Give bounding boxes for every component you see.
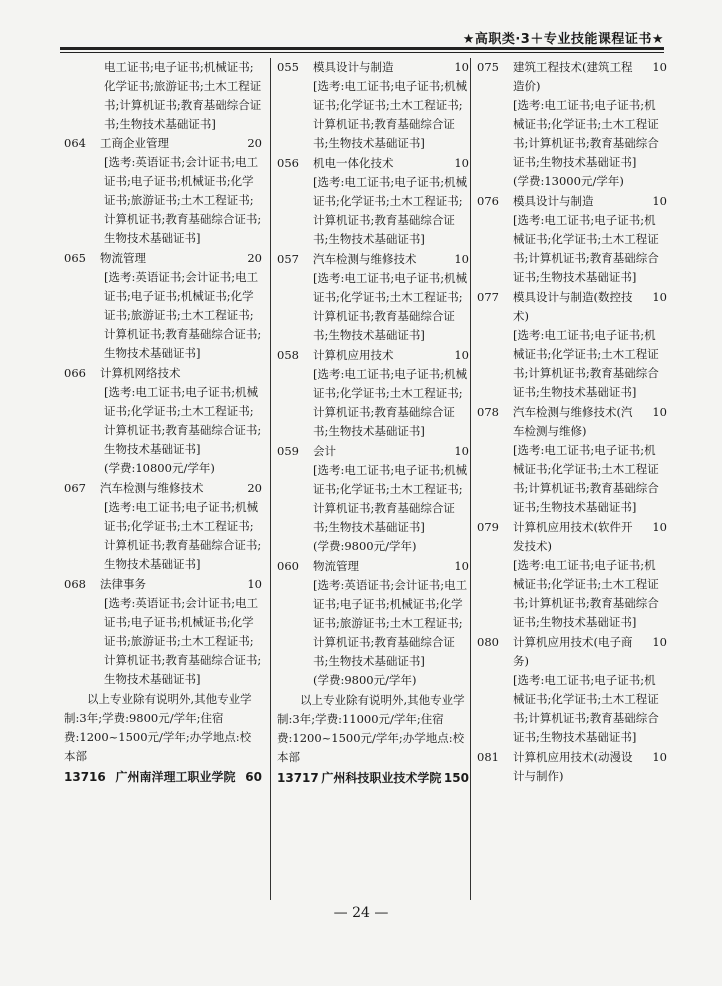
program-quota: 10 <box>652 520 667 534</box>
program-entry <box>277 154 469 249</box>
elective-certificates: [选考:电工证书;电子证书;机械证书;化学证书;土木工程证书;计算机证书;教育基础综合证书;生物技术基础证书] <box>313 79 468 150</box>
program-code: 055 <box>277 60 299 74</box>
program-name: 工商企业管理 <box>100 136 169 150</box>
school-name: 广州科技职业技术学院 <box>321 771 442 785</box>
program-entry <box>277 346 469 441</box>
program-code: 057 <box>277 252 299 266</box>
elective-certificates: [选考:电工证书;电子证书;机械证书;化学证书;土木工程证书;计算机证书;教育基础综合证书;生物技术基础证书] <box>104 385 262 456</box>
continued-text: 电工证书;电子证书;机械证书;化学证书;旅游证书;土木工程证书;计算机证书;教育基础综合证书;生物技术基础证书] <box>104 60 262 131</box>
program-name: 模具设计与制造 <box>513 194 594 208</box>
program-name: 物流管理 <box>313 559 359 573</box>
program-entry <box>277 442 469 556</box>
tuition-note: (学费:10800元/学年) <box>104 461 215 475</box>
program-code: 068 <box>64 577 86 591</box>
program-quota: 10 <box>454 252 469 266</box>
program-header <box>477 748 667 786</box>
program-code: 075 <box>477 60 499 74</box>
elective-certificates: [选考:电工证书;电子证书;机械证书;化学证书;土木工程证书;计算机证书;教育基础综合证书;生物技术基础证书] <box>513 443 659 514</box>
school-heading <box>277 769 469 788</box>
program-code: 077 <box>477 290 499 304</box>
program-code: 065 <box>64 251 86 265</box>
running-header: ★高职类·3＋专业技能课程证书★ <box>462 32 664 47</box>
elective-certificates: [选考:英语证书;会计证书;电工证书;电子证书;机械证书;化学证书;旅游证书;土木工程证书;计算机证书;教育基础综合证书;生物技术基础证书] <box>104 270 262 360</box>
program-list <box>477 58 667 786</box>
school-heading <box>64 768 262 787</box>
program-entry <box>64 134 262 248</box>
page-number: — 24 — <box>333 905 389 921</box>
program-code: 060 <box>277 559 299 573</box>
program-quota: 10 <box>652 60 667 74</box>
program-quota: 10 <box>652 750 667 764</box>
elective-certificates: [选考:电工证书;电子证书;机械证书;化学证书;土木工程证书;计算机证书;教育基础综合证书;生物技术基础证书] <box>104 500 262 571</box>
program-quota: 10 <box>652 290 667 304</box>
program-entry <box>477 192 667 287</box>
program-entry <box>477 748 667 786</box>
program-list <box>64 134 262 689</box>
program-header <box>64 479 262 498</box>
program-header <box>477 192 667 211</box>
program-code: 078 <box>477 405 499 419</box>
program-name: 会计 <box>313 444 336 458</box>
program-header <box>64 249 262 268</box>
program-quota: 10 <box>652 635 667 649</box>
program-code: 058 <box>277 348 299 362</box>
program-entry <box>277 557 469 690</box>
elective-certificates: [选考:电工证书;电子证书;机械证书;化学证书;土木工程证书;计算机证书;教育基础综合证书;生物技术基础证书] <box>513 558 659 629</box>
program-quota: 20 <box>247 136 262 150</box>
program-quota: 10 <box>454 559 469 573</box>
program-entry <box>64 364 262 478</box>
program-header <box>277 58 469 77</box>
header-rule <box>60 47 664 50</box>
program-entry <box>477 58 667 191</box>
program-quota: 10 <box>652 194 667 208</box>
program-entry <box>277 250 469 345</box>
program-quota: 10 <box>454 156 469 170</box>
program-name: 机电一体化技术 <box>313 156 394 170</box>
program-name: 计算机网络技术 <box>100 366 181 380</box>
program-quota: 10 <box>247 577 262 591</box>
program-header <box>277 346 469 365</box>
program-quota: 10 <box>652 405 667 419</box>
program-name: 模具设计与制造 <box>313 60 394 74</box>
program-name: 法律事务 <box>100 577 146 591</box>
program-header <box>477 288 667 326</box>
column-right <box>470 58 667 900</box>
program-quota: 10 <box>454 348 469 362</box>
program-code: 066 <box>64 366 86 380</box>
tuition-note: (学费:9800元/学年) <box>313 673 417 687</box>
program-header <box>477 633 667 671</box>
program-name: 汽车检测与维修技术 <box>100 481 204 495</box>
program-entry <box>477 403 667 517</box>
program-code: 064 <box>64 136 86 150</box>
program-header <box>64 364 262 383</box>
program-name: 计算机应用技术(动漫设计与制作) <box>513 750 633 783</box>
program-name: 汽车检测与维修技术 <box>313 252 417 266</box>
program-name: 计算机应用技术(软件开发技术) <box>513 520 633 553</box>
program-entry <box>477 288 667 402</box>
column-left <box>64 58 262 787</box>
elective-certificates: [选考:电工证书;电子证书;机械证书;化学证书;土木工程证书;计算机证书;教育基础综合证书;生物技术基础证书] <box>513 673 659 744</box>
program-entry <box>64 479 262 574</box>
program-header <box>64 134 262 153</box>
program-header <box>64 575 262 594</box>
school-code: 13716 <box>64 770 106 784</box>
program-entry <box>477 633 667 747</box>
column-note: 以上专业除有说明外,其他专业学制:3年;学费:11000元/学年;住宿费:1200~1500元/学年;办学地点:校本部 <box>277 693 465 764</box>
program-code: 076 <box>477 194 499 208</box>
program-quota: 20 <box>247 251 262 265</box>
elective-certificates: [选考:电工证书;电子证书;机械证书;化学证书;土木工程证书;计算机证书;教育基础综合证书;生物技术基础证书] <box>313 463 468 534</box>
elective-certificates: [选考:电工证书;电子证书;机械证书;化学证书;土木工程证书;计算机证书;教育基础综合证书;生物技术基础证书] <box>513 213 659 284</box>
program-entry <box>477 518 667 632</box>
tuition-note: (学费:13000元/学年) <box>513 174 624 188</box>
program-code: 079 <box>477 520 499 534</box>
program-code: 059 <box>277 444 299 458</box>
column-note: 以上专业除有说明外,其他专业学制:3年;学费:9800元/学年;住宿费:1200~1500元/学年;办学地点:校本部 <box>64 692 252 763</box>
program-code: 080 <box>477 635 499 649</box>
school-quota: 150 <box>443 771 469 785</box>
program-header <box>477 403 667 441</box>
tuition-note: (学费:9800元/学年) <box>313 539 417 553</box>
program-code: 056 <box>277 156 299 170</box>
program-name: 建筑工程技术(建筑工程造价) <box>513 60 633 93</box>
program-entry <box>277 58 469 153</box>
program-name: 计算机应用技术 <box>313 348 394 362</box>
elective-certificates: [选考:电工证书;电子证书;机械证书;化学证书;土木工程证书;计算机证书;教育基础综合证书;生物技术基础证书] <box>313 271 468 342</box>
elective-certificates: [选考:电工证书;电子证书;机械证书;化学证书;土木工程证书;计算机证书;教育基础综合证书;生物技术基础证书] <box>513 328 659 399</box>
program-entry <box>64 249 262 363</box>
elective-certificates: [选考:英语证书;会计证书;电工证书;电子证书;机械证书;化学证书;旅游证书;土木工程证书;计算机证书;教育基础综合证书;生物技术基础证书] <box>313 578 468 668</box>
program-name: 物流管理 <box>100 251 146 265</box>
elective-certificates: [选考:英语证书;会计证书;电工证书;电子证书;机械证书;化学证书;旅游证书;土木工程证书;计算机证书;教育基础综合证书;生物技术基础证书] <box>104 596 262 686</box>
program-quota: 10 <box>454 444 469 458</box>
column-middle <box>270 58 469 900</box>
program-header <box>277 154 469 173</box>
program-header <box>277 557 469 576</box>
program-header <box>477 58 667 96</box>
program-name: 模具设计与制造(数控技术) <box>513 290 633 323</box>
program-quota: 20 <box>247 481 262 495</box>
program-name: 计算机应用技术(电子商务) <box>513 635 633 668</box>
program-header <box>277 442 469 461</box>
program-quota: 10 <box>454 60 469 74</box>
program-header <box>477 518 667 556</box>
elective-certificates: [选考:电工证书;电子证书;机械证书;化学证书;土木工程证书;计算机证书;教育基础综合证书;生物技术基础证书] <box>513 98 659 169</box>
header-rule-thin <box>60 52 664 53</box>
elective-certificates: [选考:英语证书;会计证书;电工证书;电子证书;机械证书;化学证书;旅游证书;土木工程证书;计算机证书;教育基础综合证书;生物技术基础证书] <box>104 155 262 245</box>
school-quota: 60 <box>245 770 262 784</box>
program-code: 067 <box>64 481 86 495</box>
program-list <box>277 58 469 690</box>
elective-certificates: [选考:电工证书;电子证书;机械证书;化学证书;土木工程证书;计算机证书;教育基础综合证书;生物技术基础证书] <box>313 367 468 438</box>
program-entry <box>64 575 262 689</box>
school-code: 13717 <box>277 771 319 785</box>
program-header <box>277 250 469 269</box>
program-code: 081 <box>477 750 499 764</box>
program-name: 汽车检测与维修技术(汽车检测与维修) <box>513 405 633 438</box>
elective-certificates: [选考:电工证书;电子证书;机械证书;化学证书;土木工程证书;计算机证书;教育基础综合证书;生物技术基础证书] <box>313 175 468 246</box>
school-name: 广州南洋理工职业学院 <box>115 770 236 784</box>
